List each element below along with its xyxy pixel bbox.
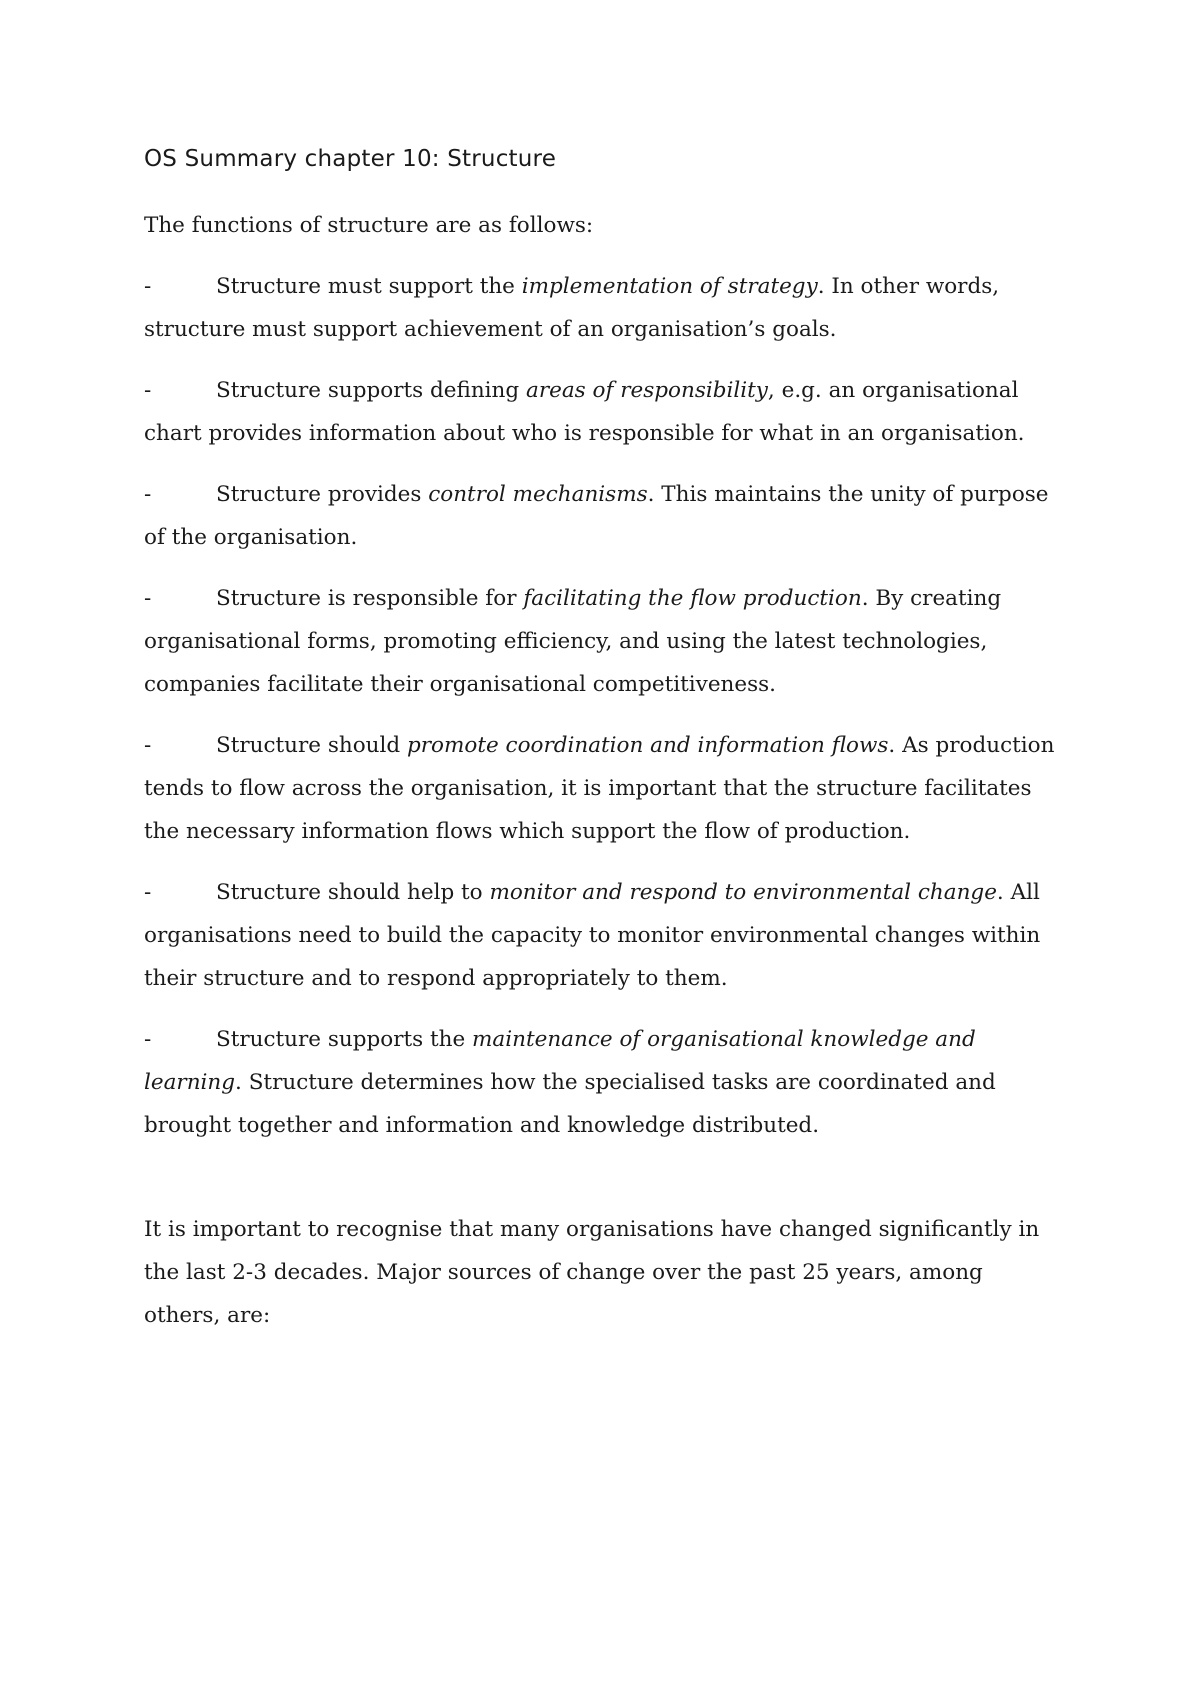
item-lead-text: Structure should help to [216,880,490,905]
item-rest-text: . This maintains the unity of purpose of the organisation. [144,482,1049,550]
list-item [144,265,1056,351]
item-emphasis-text: promote coordination and information flows [407,733,889,758]
bullet-dash: - [144,586,152,611]
intro-paragraph: The functions of structure are as follows: [144,213,594,238]
bullet-dash: - [144,378,152,403]
item-lead-text: Structure supports defining [216,378,526,403]
item-lead-text: Structure is responsible for [216,586,524,611]
item-rest-text: , e.g. an organisational chart provides information about who is responsible for what in an organisation. [144,378,1025,446]
list-item [144,473,1056,559]
item-lead-text: Structure provides [216,482,429,507]
bullet-dash: - [144,1027,152,1052]
item-lead-text: Structure must support the [216,274,522,299]
item-emphasis-text: maintenance of organisational knowledge and learning [144,1027,976,1095]
item-emphasis-text: control mechanisms [428,482,648,507]
list-item [144,724,1056,853]
list-item [144,1018,1056,1147]
item-lead-text: Structure supports the [216,1027,473,1052]
document-title: OS Summary chapter 10: Structure [144,146,557,172]
functions-list [144,265,1056,1147]
bullet-dash: - [144,482,152,507]
item-emphasis-text: implementation of strategy [521,274,818,299]
item-rest-text: . As production tends to flow across the organisation, it is important that the structure facilitates the necessary information flows which support the flow of production. [144,733,1055,844]
item-emphasis-text: monitor and respond to environmental change [489,880,997,905]
document-body [144,204,1056,1337]
closing-paragraph: It is important to recognise that many organisations have changed significantly in the last 2-3 decades. Major sources of change over the past 25 years, among others, are: [144,1217,1040,1328]
item-lead-text: Structure should [216,733,408,758]
item-rest-text: . Structure determines how the specialised tasks are coordinated and brought together and information and knowledge distributed. [144,1070,996,1138]
item-rest-text: . All organisations need to build the capacity to monitor environmental changes within their structure and to respond appropriately to them. [144,880,1041,991]
list-item [144,577,1056,706]
item-emphasis-text: facilitating the flow production [523,586,862,611]
bullet-dash: - [144,733,152,758]
bullet-dash: - [144,274,152,299]
item-rest-text: . By creating organisational forms, promoting efficiency, and using the latest technologies, companies facilitate their organisational competitiveness. [144,586,1002,697]
list-item [144,369,1056,455]
item-rest-text: . In other words, structure must support achievement of an organisation’s goals. [144,274,1000,342]
bullet-dash: - [144,880,152,905]
item-emphasis-text: areas of responsibility [526,378,768,403]
list-item [144,871,1056,1000]
